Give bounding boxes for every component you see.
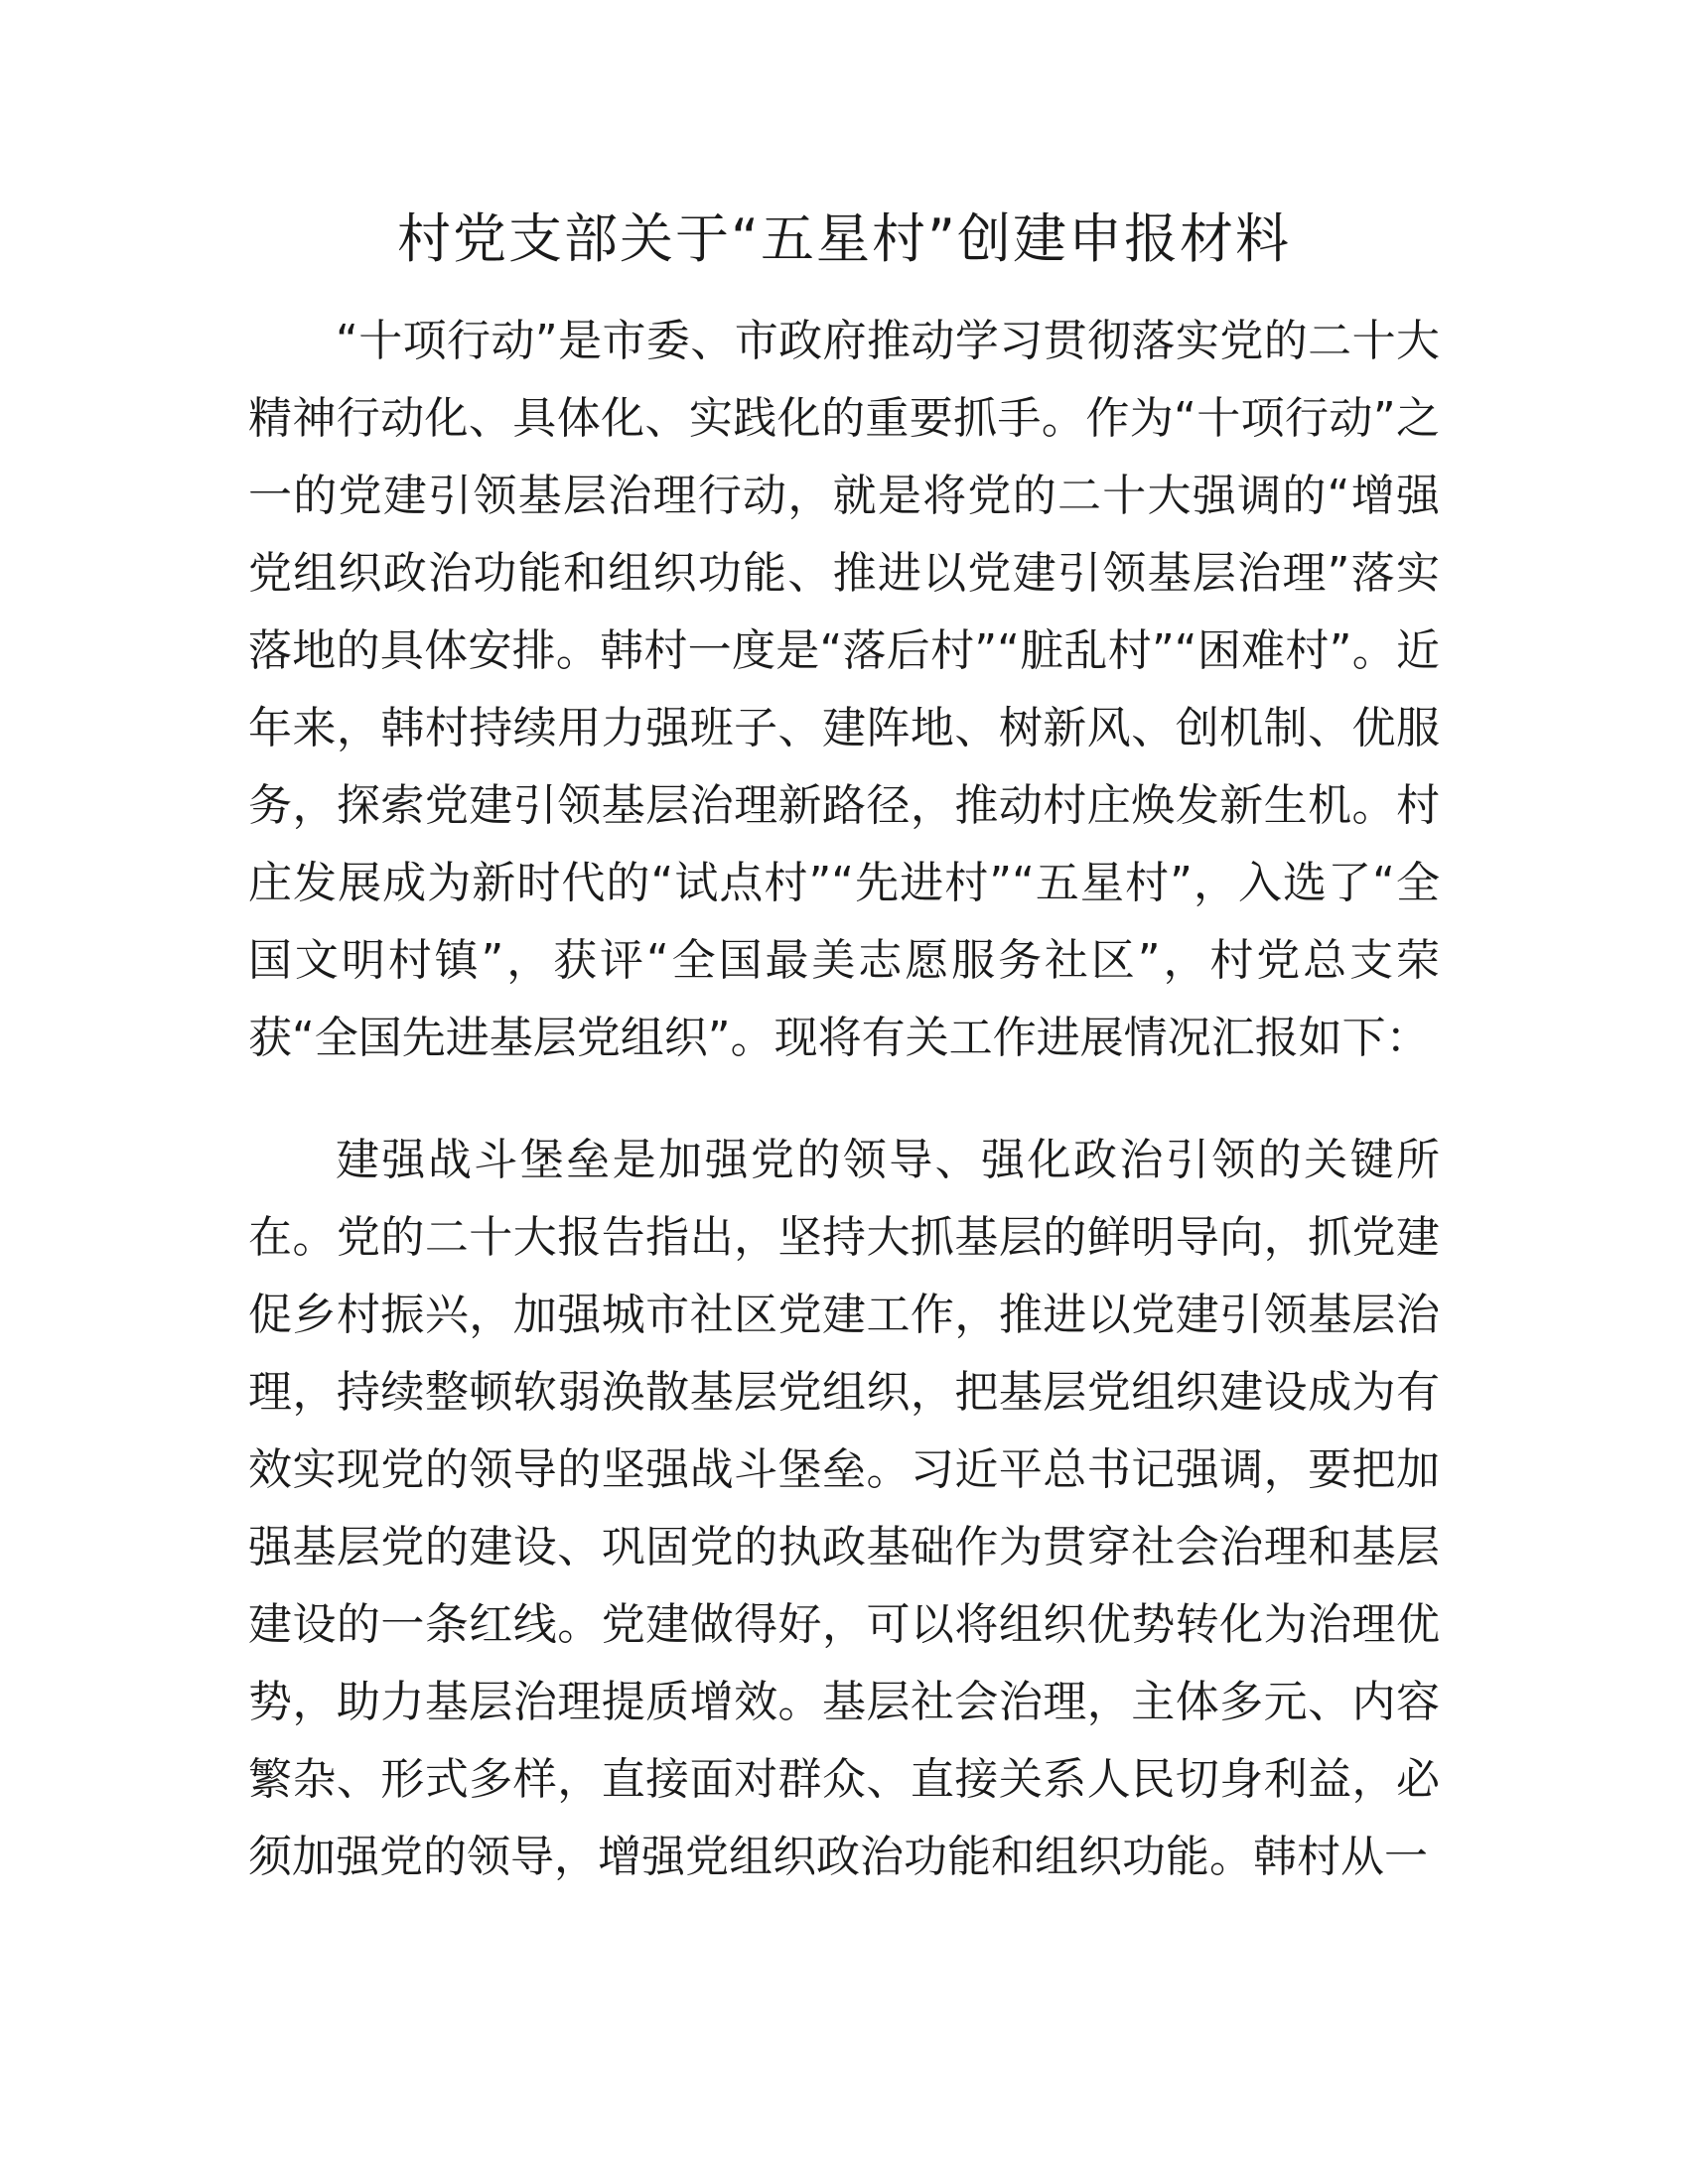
body-paragraph-1: “十项行动”是市委、市政府推动学习贯彻落实党的二十大精神行动化、具体化、实践化的重要抓手。作为“十项行动”之一的党建引领基层治理行动，就是将党的二十大强调的“增强党组织政治功能和组织功能、推进以党建引领基层治理”落实落地的具体安排。韩村一度是“落后村”“脏乱村”“困难村”。近年来，韩村持续用力强班子、建阵地、树新风、创机制、优服务，探索党建引领基层治理新路径，推动村庄焕发新生机。村庄发展成为新时代的“试点村”“先进村”“五星村”，入选了“全国文明村镇”，获评“全国最美志愿服务社区”，村党总支荣获“全国先进基层党组织”。现将有关工作进展情况汇报如下： — [248, 316, 1440, 1063]
document-title: 村党支部关于“五星村”创建申报材料 — [397, 207, 1291, 270]
body-paragraph-2: 建强战斗堡垒是加强党的领导、强化政治引领的关键所在。党的二十大报告指出，坚持大抓基层的鲜明导向，抓党建促乡村振兴，加强城市社区党建工作，推进以党建引领基层治理，持续整顿软弱涣散基层党组织，把基层党组织建设成为有效实现党的领导的坚强战斗堡垒。习近平总书记强调，要把加强基层党的建设、巩固党的执政基础作为贯穿社会治理和基层建设的一条红线。党建做得好，可以将组织优势转化为治理优势，助力基层治理提质增效。基层社会治理，主体多元、内容繁杂、形式多样，直接面对群众、直接关系人民切身利益，必须加强党的领导，增强党组织政治功能和组织功能。韩村从一 — [248, 1135, 1440, 1882]
